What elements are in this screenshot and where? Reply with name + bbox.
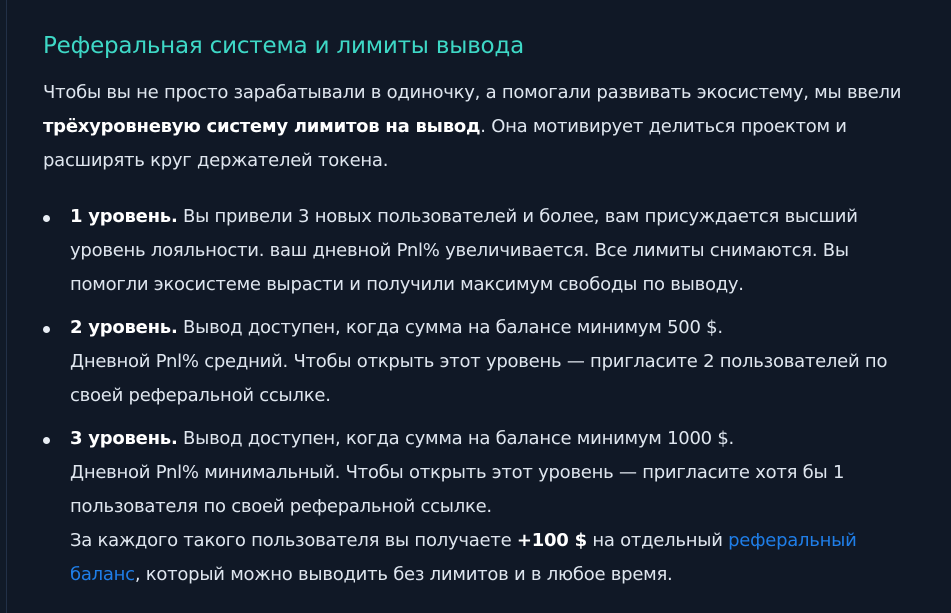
content-panel bbox=[6, 0, 951, 613]
level-3-bonus bbox=[70, 524, 923, 592]
level-1-description: Вы привели 3 новых пользователей и более, вам присуждается высший уровень лояльности. ваш дневной Pnl% увеличивается. Все лимиты снимаются. Вы помогли экосистеме вырасти и получили максимум свободы по выводу. bbox=[70, 206, 858, 295]
intro-bold-text: трёхуровневую систему лимитов на вывод bbox=[43, 116, 481, 137]
bonus-amount: +100 $ bbox=[516, 530, 587, 551]
level-3-label: 3 уровень. bbox=[70, 428, 178, 449]
bullet-icon bbox=[43, 437, 50, 444]
bonus-text-start: За каждого такого пользователя вы получаете bbox=[70, 530, 517, 551]
level-1-label: 1 уровень. bbox=[70, 206, 178, 227]
level-3-description: Вывод доступен, когда сумма на балансе минимум 1000 $. bbox=[177, 428, 735, 449]
level-2-item bbox=[43, 311, 923, 413]
section-title: Реферальная система и лимиты вывода bbox=[43, 33, 525, 59]
intro-paragraph bbox=[43, 76, 948, 178]
level-1-item bbox=[43, 200, 923, 302]
level-2-condition: Дневной Pnl% средний. Чтобы открыть этот уровень — пригласите 2 пользователей по своей реферальной ссылке. bbox=[70, 351, 888, 406]
intro-text-start: Чтобы вы не просто зарабатывали в одиночку, а помогали развивать экосистему, мы ввели bbox=[43, 82, 902, 103]
bonus-text-end: , который можно выводить без лимитов и в любое время. bbox=[134, 564, 673, 585]
referral-levels-list bbox=[43, 200, 923, 592]
bullet-icon bbox=[43, 215, 50, 222]
intro-text-end: . Она мотивирует делиться проектом и расширять круг держателей токена. bbox=[43, 116, 847, 171]
level-2-description: Вывод доступен, когда сумма на балансе минимум 500 $. bbox=[177, 317, 723, 338]
level-3-item bbox=[43, 422, 923, 592]
level-3-condition: Дневной Pnl% минимальный. Чтобы открыть этот уровень — пригласите хотя бы 1 пользователя по своей реферальной ссылке. bbox=[70, 462, 845, 517]
bullet-icon bbox=[43, 326, 50, 333]
level-2-label: 2 уровень. bbox=[70, 317, 178, 338]
bonus-text-middle: на отдельный bbox=[586, 530, 729, 551]
referral-balance-link[interactable]: реферальный баланс bbox=[70, 530, 857, 585]
